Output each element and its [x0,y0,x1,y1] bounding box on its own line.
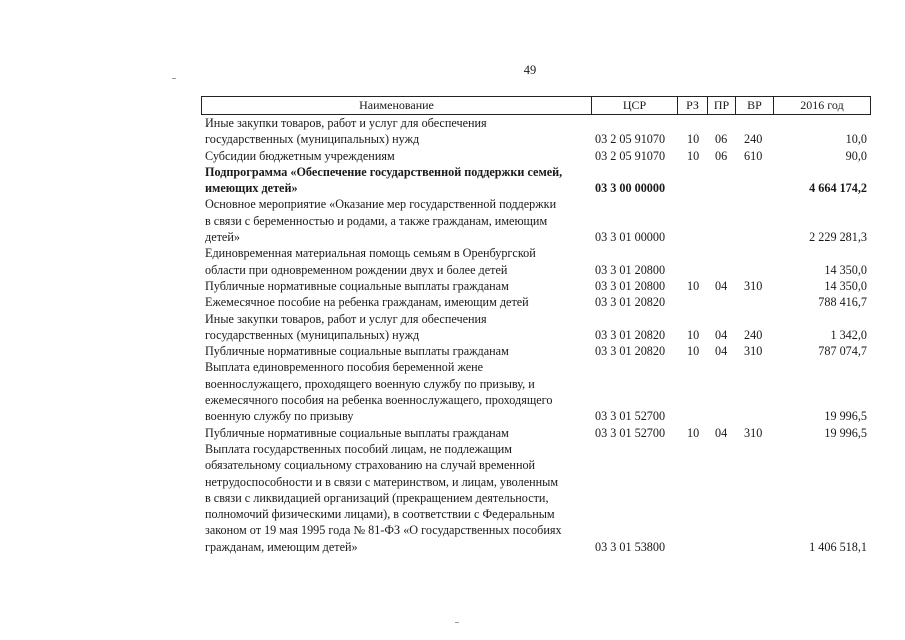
row-sum: 90,0 [845,148,867,163]
header-csr: ЦСР [592,97,678,114]
row-name [201,294,591,310]
table-row [201,148,871,164]
row-vr: 310 [744,344,763,359]
bottom-mark [455,622,459,623]
table-row [201,196,871,245]
row-name-line: в связи с беременностью и родами, а также гражданам, имеющим [205,213,548,228]
row-name-line: детей» [205,230,240,245]
margin-mark [172,78,176,79]
row-rz: 10 [687,425,700,440]
row-name-line: Единовременная материальная помощь семьям в Оренбургской [205,246,536,261]
row-name-line: государственных (муниципальных) нужд [205,327,420,342]
row-pr: 06 [715,132,728,147]
row-pr: 04 [715,425,728,440]
row-name-line: Основное мероприятие «Оказание мер государственной поддержки [205,197,557,212]
row-csr: 03 3 01 20820 [595,327,666,342]
row-csr: 03 3 01 20820 [595,295,666,310]
row-sum: 2 229 281,3 [809,230,867,245]
row-name [201,359,591,424]
row-name [201,311,591,344]
row-rz: 10 [687,327,700,342]
row-csr: 03 3 01 00000 [595,230,666,245]
header-name: Наименование [202,97,592,114]
table-row [201,115,871,148]
row-rz: 10 [687,278,700,293]
row-csr: 03 3 01 52700 [595,409,666,424]
row-sum: 4 664 174,2 [809,181,867,196]
row-csr: 03 3 01 20800 [595,262,666,277]
row-vr: 610 [744,148,763,163]
table-row [201,245,871,278]
row-csr: 03 3 01 52700 [595,425,666,440]
row-sum: 1 406 518,1 [809,539,867,554]
row-pr: 06 [715,148,728,163]
row-name-line: Публичные нормативные социальные выплаты гражданам [205,278,509,293]
table-header [201,96,871,115]
header-vr: ВР [736,97,774,114]
row-name-line: области при одновременном рождении двух и более детей [205,262,508,277]
row-name [201,441,591,555]
page-number: 49 [523,63,537,77]
row-sum: 788 416,7 [818,295,867,310]
table-row [201,441,871,555]
row-name [201,278,591,294]
row-name-line: Выплата единовременного пособия беременной жене [205,360,484,375]
row-name-line: Публичные нормативные социальные выплаты гражданам [205,425,509,440]
row-vr: 310 [744,425,763,440]
row-name-line: Иные закупки товаров, работ и услуг для обеспечения [205,116,487,130]
table-row [201,425,871,441]
row-vr: 310 [744,278,763,293]
row-name-line: ежемесячного пособия на ребенка военнослужащего, проходящего [205,393,553,408]
row-csr: 03 3 00 00000 [595,181,666,196]
row-sum: 14 350,0 [824,262,867,277]
row-pr: 04 [715,278,728,293]
row-name-line: в связи с ликвидацией организаций (прекращением деятельности, [205,490,549,505]
header-rz: РЗ [678,97,708,114]
row-name-line: государственных (муниципальных) нужд [205,132,420,147]
row-name-line: военную службу по призыву [205,409,354,424]
row-name-line: Публичные нормативные социальные выплаты гражданам [205,344,509,359]
row-pr: 04 [715,327,728,342]
row-name-line: Иные закупки товаров, работ и услуг для обеспечения [205,311,487,326]
row-name [201,164,591,197]
row-sum: 1 342,0 [830,327,867,342]
row-sum: 787 074,7 [818,344,867,359]
table-row [201,343,871,359]
header-pr: ПР [708,97,736,114]
row-rz: 10 [687,344,700,359]
row-csr: 03 3 01 20820 [595,344,666,359]
table-row [201,311,871,344]
row-name [201,245,591,278]
row-name-line: Субсидии бюджетным учреждениям [205,148,395,163]
row-csr: 03 3 01 53800 [595,539,666,554]
row-sum: 14 350,0 [824,278,867,293]
row-name-line: гражданам, имеющим детей» [205,539,358,554]
row-name-line: Ежемесячное пособие на ребенка гражданам, имеющим детей [205,295,529,310]
row-sum: 19 996,5 [824,409,867,424]
row-csr: 03 2 05 91070 [595,132,666,147]
table-row [201,278,871,294]
row-name-line: имеющих детей» [205,181,298,196]
row-rz: 10 [687,132,700,147]
table-row [201,164,871,197]
table-row [201,294,871,310]
table-body [201,115,871,555]
row-vr: 240 [744,327,763,342]
row-vr: 240 [744,132,763,147]
header-year: 2016 год [800,98,844,112]
row-name [201,148,591,164]
table-row [201,359,871,424]
row-sum: 10,0 [845,132,867,147]
row-sum: 19 996,5 [824,425,867,440]
row-pr: 04 [715,344,728,359]
budget-table [201,96,871,555]
row-csr: 03 3 01 20800 [595,278,666,293]
row-name-line: Выплата государственных пособий лицам, не подлежащим [205,441,512,456]
row-csr: 03 2 05 91070 [595,148,666,163]
row-name-line: законом от 19 мая 1995 года № 81-ФЗ «О государственных пособиях [205,523,562,538]
row-name-line: полномочий физическими лицами), в соответствии с Федеральным [205,507,555,522]
row-name [201,425,591,441]
row-rz: 10 [687,148,700,163]
row-name-line: обязательному социальному страхованию на случай временной [205,458,536,473]
row-name-line: военнослужащего, проходящего военную службу по призыву, и [205,376,535,391]
row-name [201,343,591,359]
row-name-line: Подпрограмма «Обеспечение государственной поддержки семей, [205,164,563,179]
row-name [201,196,591,245]
row-name-line: нетрудоспособности и в связи с материнством, и лицам, уволенным [205,474,559,489]
row-name [201,115,591,148]
